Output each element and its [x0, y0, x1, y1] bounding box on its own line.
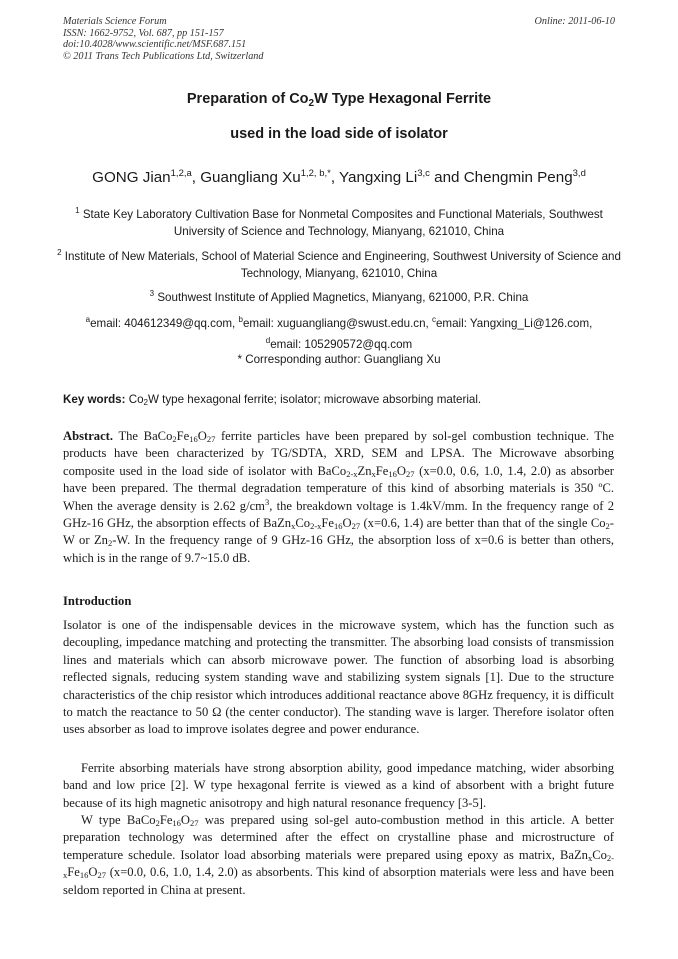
online-date: Online: 2011-06-10: [534, 16, 615, 27]
journal-name: Materials Science Forum: [63, 16, 167, 27]
intro-paragraph-3: W type $BaCo_2Fe_{16}O_{27}$ was prepared using sol-gel auto-combustion method in this article. A better preparation technology was determined after the effect on crystalline phase and microstructure of temperature schedule. Isolator load absorbing materials were prepared using epoxy as matrix, $BaZn_xCo_{2-x}Fe_{16}O_{27}$ (x=0.0, 0.6, 1.0, 1.4, 2.0) as absorbents. This kind of absorption materials were less and have been seldom reported in China at present.: [63, 813, 614, 897]
affiliation-2: $^2$ Institute of New Materials, School of Material Science and Engineering, Southwest University of Science and Technology, Mianyang, 621010, China: [57, 248, 621, 280]
corresponding-author: * Corresponding author: Guangliang Xu: [237, 353, 441, 366]
journal-header: [63, 16, 263, 62]
keywords: Key words: $Co_2W$ type hexagonal ferrite; isolator; microwave absorbing material.: [63, 393, 482, 407]
author-name: Yangxing Li: [339, 169, 418, 186]
intro-paragraph-1: Isolator is one of the indispensable devices in the microwave system, which has the function such as decoupling, impedance matching and protecting the transmitter. The absorbing load consists of transmission lines and materials which can absorb microwave power. The function of absorbing load is absorbing reflected signals, reducing system standing wave and stabilizing system signals [1]. Due to the structure characteristics of the chip resistor which introduces additional reactance above 8GHz frequency, it is difficult to match the reactance to 50 Ω (the center conductor). The standing wave is larger. Therefore isolator often uses absorber as load to improve isolates degree and power endurance.: [63, 618, 614, 737]
author-list: GONG Jian$^{1,2,a}$, Guangliang $Xu^{1,2, b,*}$, Yangxing Li$^{3,c}$ and Chengmin Peng$^{3,d}$: [92, 168, 586, 186]
abstract-paragraph: Abstract. The $BaCo_2Fe_{16}O_{27}$ ferrite particles have been prepared by sol-gel combustion technique. The products have been characterized by TG/SDTA, XRD, SEM and LPSA. The Microwave absorbing composite used in the load side of isolator with $BaCo_{2-x}Zn_xFe_{16}O_{27}$ (x=0.0, 0.6, 1.0, 1.4, 2.0) as absorber have been prepared. The thermal degradation temperature of this kind of absorbing materials is 350 ºC. When the average density is 2.62 $g/cm^3$, the breakdown voltage is 1.4kV/mm. In the frequency range of 2 GHz-16 GHz, the absorption effects of $BaZn_xCo_{2-x}Fe_{16}O_{27}$ (x=0.6, 1.4) are better than that of the single $Co_2-W$ or $Zn_2-W$. In the frequency range of 9 GHz-16 GHz, the absorption loss of x=0.6 is better than others, which is in the range of 9.7~15.0 dB.: [63, 429, 615, 565]
affiliation-1: $^1$ State Key Laboratory Cultivation Base for Nonmetal Composites and Functional Materials, Southwest University of Science and Technology, Mianyang, 621010, China: [75, 206, 603, 238]
paper-title-line1: Preparation of $Co_2W$ Type Hexagonal Ferrite: [186, 91, 492, 109]
author-name: Chengmin Peng: [463, 169, 573, 186]
paper-title-line2: used in the load side of isolator: [230, 126, 448, 142]
email-addresses: $^a$email: 404612349@qq.com, $^b$email: xuguangliang@swust.edu.cn, $^c$email: Yangxing_Li@126.com, $^d$email: 105290572@qq.com: [85, 315, 593, 351]
doi-line: doi:10.4028/www.scientific.net/MSF.687.151: [63, 39, 247, 51]
intro-paragraph-2: Ferrite absorbing materials have strong absorption ability, good impedance matching, wider absorbing band and low price [2]. W type hexagonal ferrite is viewed as a kind of absorbent with a bright future because of its high magnetic anisotropy and high natural resonance frequency [3-5].: [63, 761, 614, 810]
author-name: GONG Jian: [92, 169, 171, 186]
author-name: Guangliang Xu: [200, 169, 301, 186]
affiliation-3: $^3$ Southwest Institute of Applied Magnetics, Mianyang, 621000, P.R. China: [149, 289, 529, 304]
copyright-line: © 2011 Trans Tech Publications Ltd, Switzerland: [63, 50, 264, 62]
section-heading-introduction: Introduction: [63, 594, 132, 608]
issn-line: ISSN: 1662-9752, Vol. 687, pp 151-157: [63, 27, 224, 39]
